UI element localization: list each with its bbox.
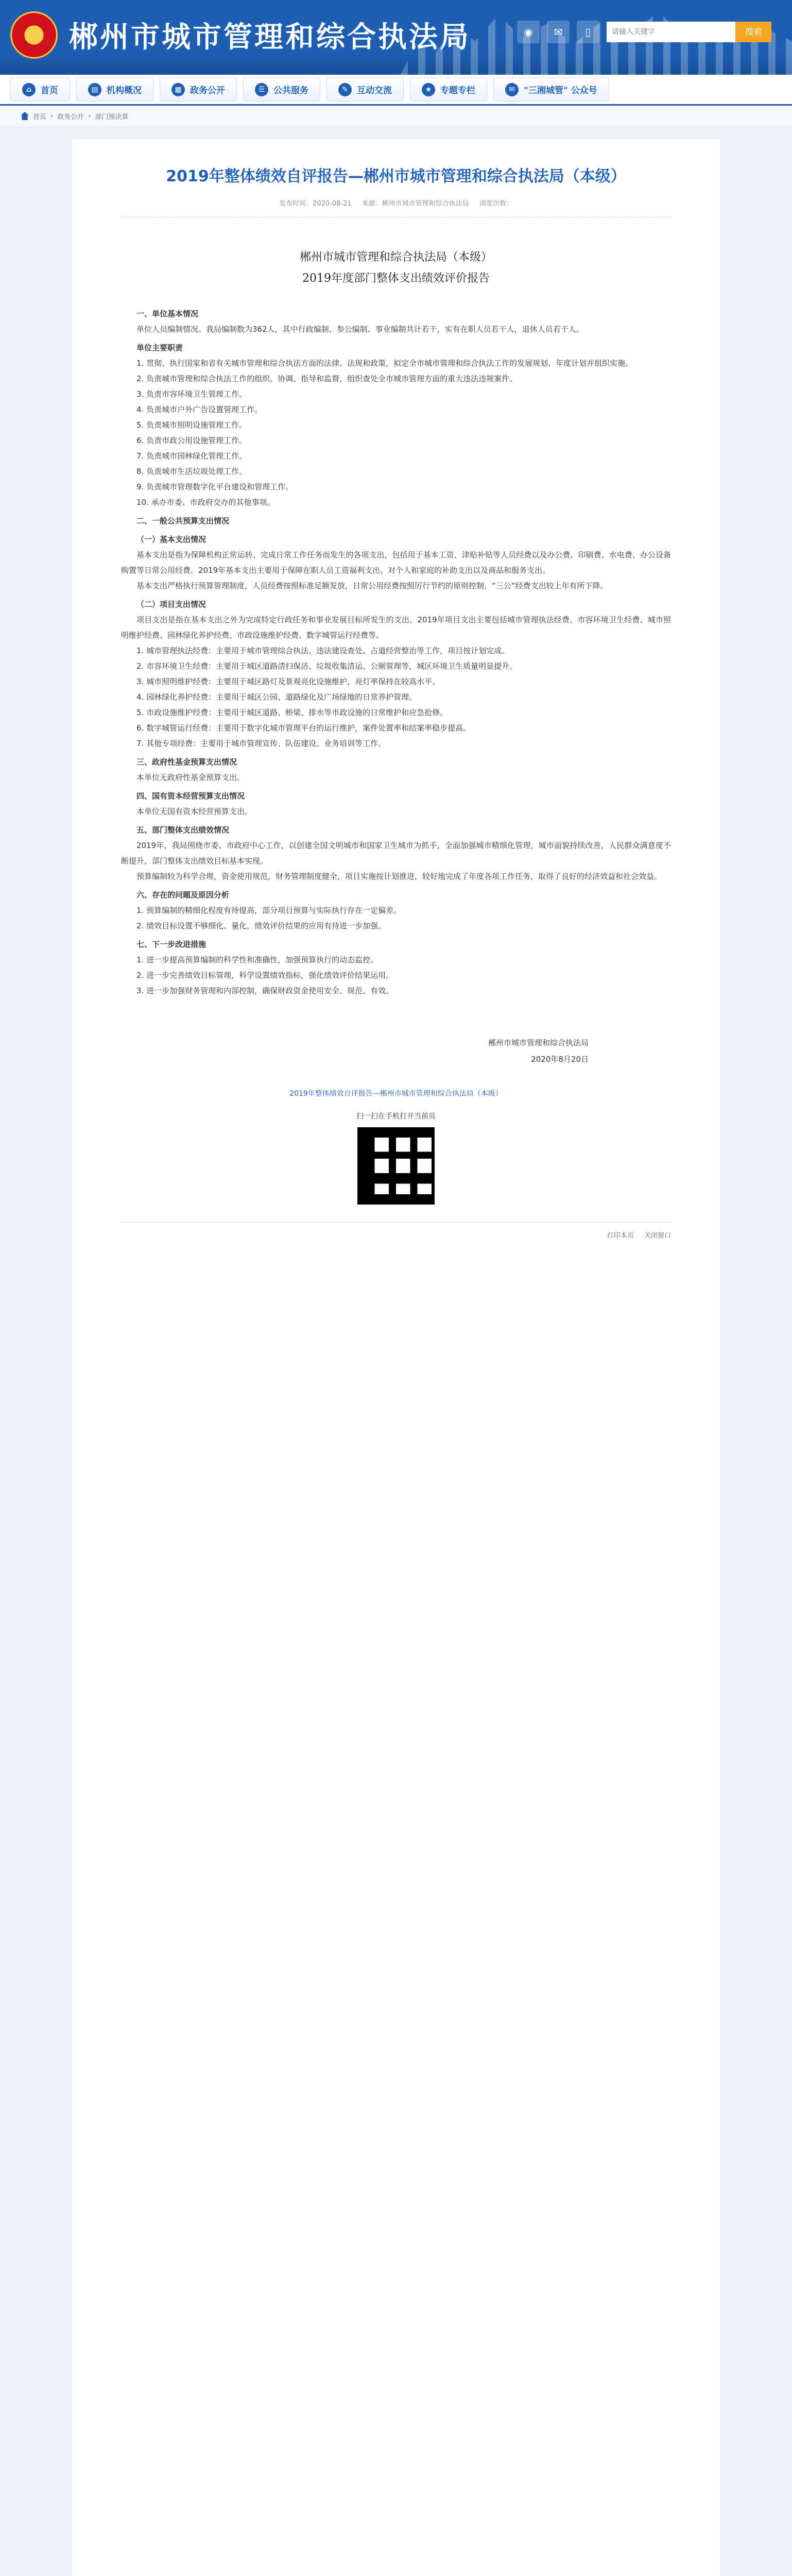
paragraph: 1. 城市管理执法经费：主要用于城市管理综合执法、违法建设查处、占道经营整治等工作，项目按计划完成。 (136, 646, 510, 655)
paragraph: 本单位无政府性基金预算支出。 (136, 773, 245, 782)
nav-interaction[interactable] (326, 78, 404, 101)
home-icon: ⌂ (22, 83, 36, 96)
nav-label: 公共服务 (273, 86, 308, 96)
search-box (607, 22, 771, 42)
nav-label: 政务公开 (190, 86, 225, 96)
home-icon (21, 112, 29, 120)
paragraph: 4. 负责城市户外广告设置管理工作。 (136, 405, 263, 414)
paragraph: 6. 数字城管运行经费：主要用于数字化城市管理平台的运行维护，案件处置率和结案率稳步提高。 (136, 723, 471, 733)
paragraph: 3. 城市照明维护经费：主要用于城区路灯及景观亮化设施维护，亮灯率保持在较高水平。 (136, 677, 440, 686)
sign-date: 2020年8月20日 (531, 1055, 589, 1064)
paragraph: 4. 园林绿化养护经费：主要用于城区公园、道路绿化及广场绿地的日常养护管理。 (136, 692, 417, 702)
view-count: 浏览次数： (479, 200, 513, 208)
article-source: 来源：郴州市城市管理和综合执法局 (361, 200, 469, 208)
section-heading: 六、存在的问题及原因分析 (136, 890, 230, 900)
section-heading: 五、部门整体支出绩效情况 (136, 825, 230, 835)
weibo-icon[interactable]: ◉ (517, 21, 540, 43)
paragraph: 1. 贯彻、执行国家和省有关城市管理和综合执法方面的法律、法规和政策，拟定全市城市管理和综合执法工作的发展规划、年度计划并组织实施。 (136, 359, 633, 368)
paragraph: 1. 预算编制的精细化程度有待提高，部分项目预算与实际执行存在一定偏差。 (136, 906, 402, 915)
paragraph: 6. 负责市政公用设施管理工作。 (136, 436, 247, 445)
section-heading: 二、一般公共预算支出情况 (136, 516, 230, 526)
nav-label: 专题专栏 (440, 86, 475, 96)
print-button[interactable]: 打印本页 (607, 1232, 634, 1240)
nav-about[interactable] (76, 78, 153, 101)
paragraph: 3. 进一步加强财务管理和内部控制，确保财政资金使用安全、规范、有效。 (136, 986, 394, 995)
qr-code-icon (357, 1127, 435, 1205)
paragraph: 1. 进一步提高预算编制的科学性和准确性，加强预算执行的动态监控。 (136, 955, 378, 964)
paragraph: 5. 市政设施维护经费：主要用于城区道路、桥梁、排水等市政设施的日常维护和应急抢修。 (136, 708, 448, 717)
section-heading: 七、下一步改进措施 (136, 940, 206, 949)
tools-right (599, 1230, 671, 1240)
site-title: 郴州市城市管理和综合执法局 (69, 20, 471, 54)
paragraph: 7. 其他专项经费：主要用于城市管理宣传、队伍建设、业务培训等工作。 (136, 739, 386, 748)
section-heading: 四、国有资本经营预算支出情况 (136, 791, 245, 801)
breadcrumb-separator: › (50, 112, 54, 120)
signature-block (121, 1035, 671, 1067)
qr-section (121, 1111, 671, 1207)
service-icon: ☰ (255, 83, 268, 96)
paragraph: 7. 负责城市园林绿化管理工作。 (136, 451, 247, 461)
nav-topics[interactable] (410, 78, 487, 101)
paragraph: 5. 负责城市照明设施管理工作。 (136, 420, 247, 430)
paragraph: 10. 承办市委、市政府交办的其他事项。 (136, 498, 275, 507)
article-meta (121, 198, 671, 217)
nav-wechat-account[interactable] (493, 78, 609, 101)
header-tools (517, 21, 771, 43)
related-link[interactable]: 2019年整体绩效自评报告—郴州市城市管理和综合执法局（本级） (289, 1090, 503, 1098)
section-heading: 单位主要职责 (136, 343, 183, 352)
paragraph: 8. 负责城市生活垃圾处理工作。 (136, 467, 247, 476)
national-emblem-icon (10, 11, 58, 59)
publish-time: 发布时间：2020-08-21 (279, 200, 352, 208)
nav-label: 机构概况 (107, 86, 142, 96)
article-tools (121, 1222, 671, 1240)
wechat-icon[interactable]: ✉ (547, 21, 570, 43)
breadcrumb-item[interactable]: 部门预决算 (95, 113, 129, 121)
nav-home[interactable] (10, 78, 70, 101)
section-heading: （一）基本支出情况 (136, 535, 206, 544)
paragraph: 基本支出是指为保障机构正常运转、完成日常工作任务而发生的各项支出，包括用于基本工资、津贴补贴等人员经费以及办公费、印刷费、水电费、办公设备购置等日常公用经费。2019年基本支出主要用于保障在职人员工资福利支出、对个人和家庭的补助支出以及商品和服务支出。 (121, 550, 671, 575)
section-heading: 一、单位基本情况 (136, 309, 199, 318)
nav-gov-info[interactable] (160, 78, 237, 101)
document-subtitle: 2019年度部门整体支出绩效评价报告 (302, 272, 490, 285)
topic-icon: ★ (422, 83, 435, 96)
qr-label: 扫一扫在手机打开当前页 (356, 1112, 436, 1121)
close-window-button[interactable]: 关闭窗口 (644, 1232, 671, 1240)
paragraph: 2. 绩效目标设置不够细化、量化，绩效评价结果的应用有待进一步加强。 (136, 921, 386, 930)
chat-icon: ✎ (338, 83, 352, 96)
nav-label: 首页 (41, 86, 58, 96)
article-container (72, 139, 720, 2576)
site-logo[interactable] (10, 11, 471, 59)
document-title: 郴州市城市管理和综合执法局（本级） (299, 251, 492, 264)
breadcrumb-item[interactable]: 政务公开 (57, 113, 84, 121)
wechat-icon: ✉ (505, 83, 519, 96)
sign-org: 郴州市城市管理和综合执法局 (488, 1038, 589, 1047)
paragraph: 基本支出严格执行预算管理制度，人员经费按照标准足额发放，日常公用经费按照厉行节约的原则控制，“三公”经费支出较上年有所下降。 (136, 581, 608, 590)
paragraph: 2. 负责城市管理和综合执法工作的组织、协调、指导和监督，组织查处全市城市管理方面的重大违法违规案件。 (136, 374, 518, 383)
breadcrumb (0, 106, 792, 126)
nav-label: 互动交流 (357, 86, 392, 96)
nav-label: "三湘城管" 公众号 (524, 86, 597, 96)
site-header (0, 0, 792, 75)
section-heading: （二）项目支出情况 (136, 600, 206, 609)
paragraph: 2. 市容环境卫生经费：主要用于城区道路清扫保洁、垃圾收集清运、公厕管理等，城区环境卫生质量明显提升。 (136, 662, 518, 671)
paragraph: 2. 进一步完善绩效目标管理，科学设置绩效指标，强化绩效评价结果运用。 (136, 971, 394, 980)
paragraph: 本单位无国有资本经营预算支出。 (136, 807, 253, 816)
paragraph: 单位人员编制情况。我局编制数为362人，其中行政编制、参公编制、事业编制共计若干，实有在职人员若干人，退休人员若干人。 (136, 325, 584, 334)
main-nav (0, 75, 792, 106)
paragraph: 3. 负责市容环境卫生管理工作。 (136, 389, 247, 399)
building-icon: ▤ (88, 83, 101, 96)
article-title: 2019年整体绩效自评报告—郴州市城市管理和综合执法局（本级） (166, 167, 626, 185)
breadcrumb-separator: › (88, 112, 91, 120)
paragraph: 9. 负责城市管理数字化平台建设和管理工作。 (136, 482, 294, 492)
search-input[interactable] (607, 22, 735, 42)
breadcrumb-item[interactable]: 首页 (33, 113, 47, 121)
doc-icon: ▦ (171, 83, 185, 96)
nav-services[interactable] (243, 78, 320, 101)
paragraph: 2019年，我局围绕市委、市政府中心工作，以创建全国文明城市和国家卫生城市为抓手，全面加强城市精细化管理，城市面貌持续改善，人民群众满意度不断提升，部门整体支出绩效目标基本实现。 (121, 841, 671, 866)
paragraph: 项目支出是指在基本支出之外为完成特定行政任务和事业发展目标所发生的支出。2019年项目支出主要包括城市管理执法经费、市容环境卫生经费、城市照明维护经费、园林绿化养护经费、市政设施维护经费、数字城管运行经费等。 (121, 615, 671, 640)
article-body (121, 306, 671, 998)
search-button[interactable]: 搜索 (735, 22, 771, 42)
paragraph: 预算编制较为科学合理，资金使用规范，财务管理制度健全，项目实施按计划推进，较好地完成了年度各项工作任务，取得了良好的经济效益和社会效益。 (136, 872, 662, 881)
mobile-icon[interactable]: ▯ (577, 21, 599, 43)
section-heading: 三、政府性基金预算支出情况 (136, 757, 237, 767)
